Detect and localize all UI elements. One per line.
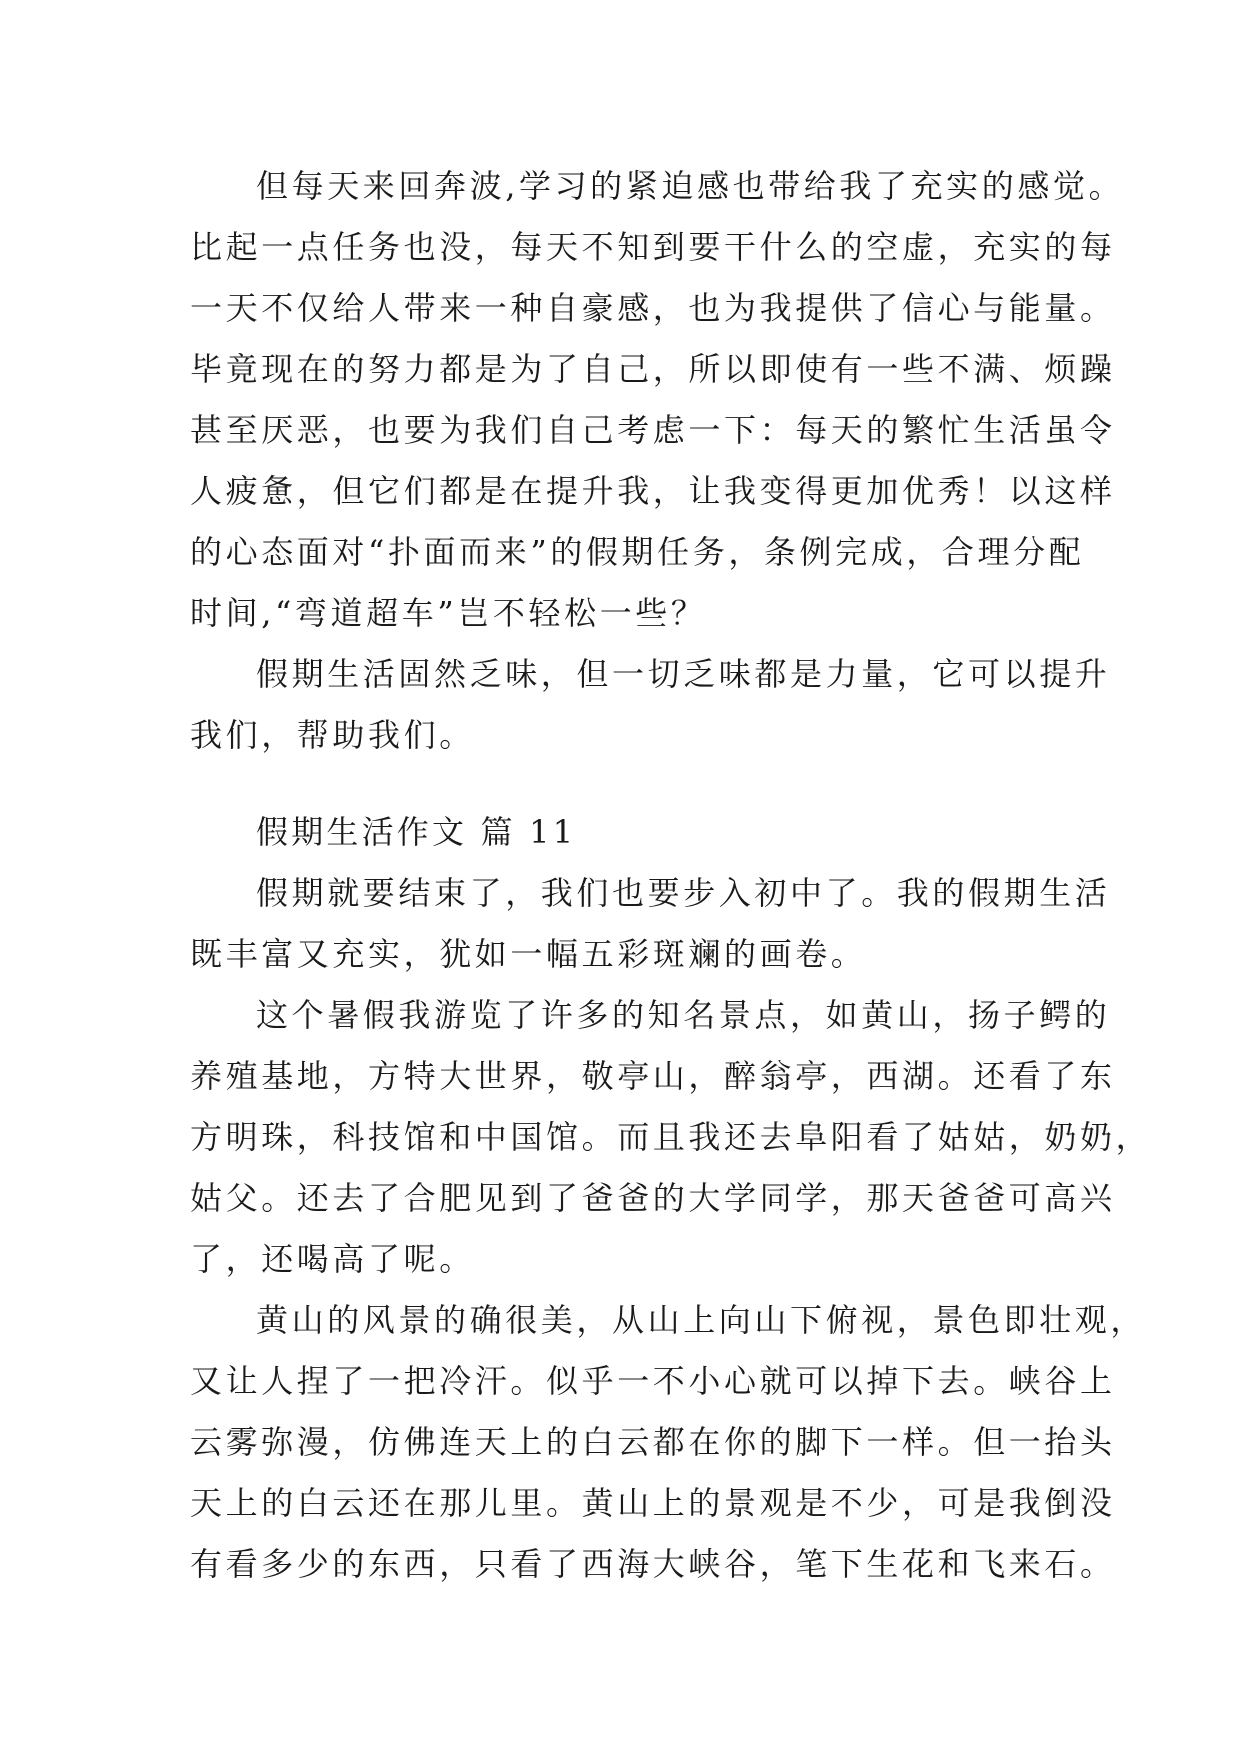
paragraph-line: 甚至厌恶，也要为我们自己考虑一下：每天的繁忙生活虽令 <box>190 411 1116 449</box>
paragraph-line: 了，还喝高了呢。 <box>190 1240 475 1278</box>
paragraph-line: 养殖基地，方特大世界，敬亭山，醉翁亭，西湖。还看了东 <box>190 1057 1116 1095</box>
paragraph-line: 又让人捏了一把冷汗。似乎一不小心就可以掉下去。峡谷上 <box>190 1362 1116 1400</box>
paragraph-line: 云雾弥漫，仿佛连天上的白云都在你的脚下一样。但一抬头 <box>190 1423 1116 1461</box>
paragraph-line: 假期就要结束了，我们也要步入初中了。我的假期生活 <box>256 874 1111 912</box>
paragraph-line: 姑父。还去了合肥见到了爸爸的大学同学，那天爸爸可高兴 <box>190 1179 1116 1217</box>
paragraph-line: 时间,“弯道超车”岂不轻松一些？ <box>190 594 707 632</box>
paragraph-line: 一天不仅给人带来一种自豪感，也为我提供了信心与能量。 <box>190 289 1116 327</box>
paragraph-line: 我们，帮助我们。 <box>190 716 475 754</box>
paragraph-line: 比起一点任务也没，每天不知到要干什么的空虚，充实的每 <box>190 228 1116 266</box>
paragraph-line: 方明珠，科技馆和中国馆。而且我还去阜阳看了姑姑，奶奶， <box>190 1118 1152 1156</box>
paragraph-line: 既丰富又充实，犹如一幅五彩斑斓的画卷。 <box>190 935 867 973</box>
paragraph-line: 毕竟现在的努力都是为了自己，所以即使有一些不满、烦躁 <box>190 350 1116 388</box>
paragraph-line: 人疲惫，但它们都是在提升我，让我变得更加优秀！以这样 <box>190 472 1116 510</box>
section-title: 假期生活作文 篇 11 <box>256 813 577 851</box>
paragraph-line: 有看多少的东西，只看了西海大峡谷，笔下生花和飞来石。 <box>190 1545 1116 1583</box>
paragraph-line: 黄山的风景的确很美，从山上向山下俯视，景色即壮观， <box>256 1301 1147 1339</box>
paragraph-line: 这个暑假我游览了许多的知名景点，如黄山，扬子鳄的 <box>256 996 1111 1034</box>
paragraph-line: 天上的白云还在那儿里。黄山上的景观是不少，可是我倒没 <box>190 1484 1116 1522</box>
paragraph-line: 假期生活固然乏味，但一切乏味都是力量，它可以提升 <box>256 655 1111 693</box>
paragraph-line: 但每天来回奔波,学习的紧迫感也带给我了充实的感觉。 <box>256 167 1125 205</box>
paragraph-line: 的心态面对“扑面而来”的假期任务，条例完成，合理分配 <box>190 533 1085 571</box>
